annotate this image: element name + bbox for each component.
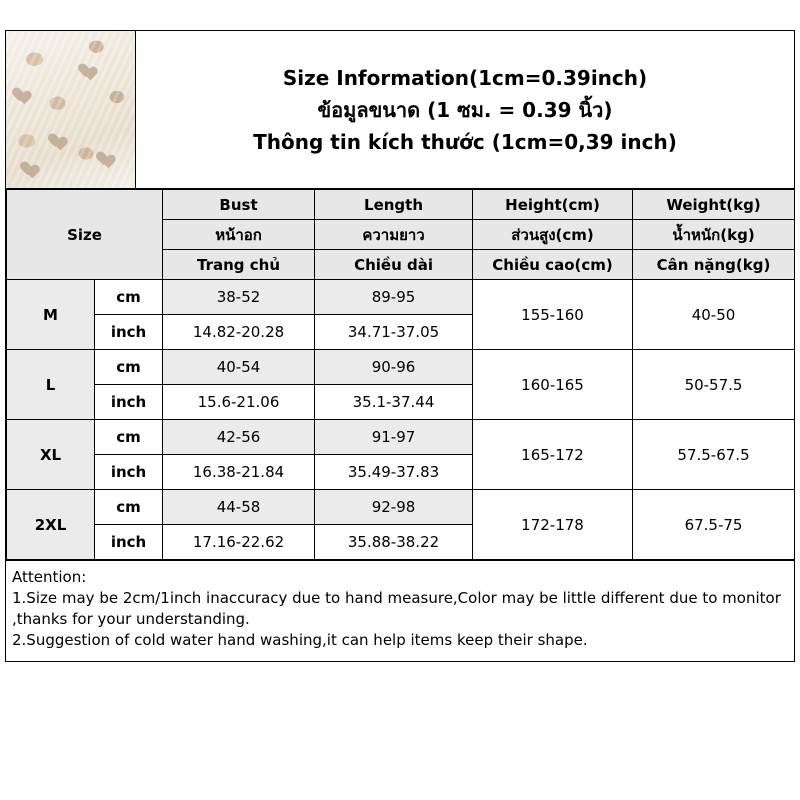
chart-title-block [136, 31, 794, 188]
xxl-height: 172-178 [473, 490, 633, 560]
table-row [7, 350, 795, 385]
xl-bust-cm: 42-56 [163, 420, 315, 455]
attention-block [6, 560, 794, 661]
table-header-row-en [7, 190, 795, 220]
xxl-length-cm: 92-98 [315, 490, 473, 525]
heart-icon [54, 131, 70, 145]
row-unit-inch: inch [95, 455, 163, 490]
row-size-l: L [7, 350, 95, 420]
xxl-weight: 67.5-75 [633, 490, 795, 560]
l-height: 160-165 [473, 350, 633, 420]
row-unit-inch: inch [95, 385, 163, 420]
header-weight-th: น้ำหนัก(kg) [633, 220, 795, 250]
header-bust-th: หน้าอก [163, 220, 315, 250]
l-length-cm: 90-96 [315, 350, 473, 385]
size-table [6, 189, 795, 560]
l-length-inch: 35.1-37.44 [315, 385, 473, 420]
header-length-th: ความยาว [315, 220, 473, 250]
row-unit-cm: cm [95, 280, 163, 315]
xl-weight: 57.5-67.5 [633, 420, 795, 490]
l-weight: 50-57.5 [633, 350, 795, 420]
title-line-vi: Thông tin kích thước (1cm=0,39 inch) [253, 129, 677, 154]
l-bust-cm: 40-54 [163, 350, 315, 385]
header-weight-en: Weight(kg) [633, 190, 795, 220]
header-weight-vi: Cân nặng(kg) [633, 250, 795, 280]
header-height-th: ส่วนสูง(cm) [473, 220, 633, 250]
attention-line-1: 1.Size may be 2cm/1inch inaccuracy due to hand measure,Color may be little different due to monitor ,thanks for your understanding. [12, 589, 781, 628]
m-height: 155-160 [473, 280, 633, 350]
xxl-bust-cm: 44-58 [163, 490, 315, 525]
heart-icon [26, 159, 42, 173]
header-length-en: Length [315, 190, 473, 220]
row-unit-inch: inch [95, 315, 163, 350]
m-weight: 40-50 [633, 280, 795, 350]
table-row [7, 420, 795, 455]
m-bust-cm: 38-52 [163, 280, 315, 315]
row-unit-cm: cm [95, 350, 163, 385]
row-unit-cm: cm [95, 420, 163, 455]
header-bust-vi: Trang chủ [163, 250, 315, 280]
table-row [7, 280, 795, 315]
header-height-vi: Chiều cao(cm) [473, 250, 633, 280]
xxl-length-inch: 35.88-38.22 [315, 525, 473, 560]
m-bust-inch: 14.82-20.28 [163, 315, 315, 350]
xxl-bust-inch: 17.16-22.62 [163, 525, 315, 560]
header-size: Size [7, 190, 163, 280]
row-size-2xl: 2XL [7, 490, 95, 560]
xl-height: 165-172 [473, 420, 633, 490]
xl-bust-inch: 16.38-21.84 [163, 455, 315, 490]
title-line-en: Size Information(1cm=0.39inch) [282, 65, 648, 90]
row-size-xl: XL [7, 420, 95, 490]
size-chart-card [5, 30, 795, 662]
m-length-cm: 89-95 [315, 280, 473, 315]
title-line-th: ข้อมูลขนาด (1 ซม. = 0.39 นิ้ว) [317, 97, 613, 122]
xl-length-cm: 91-97 [315, 420, 473, 455]
row-unit-cm: cm [95, 490, 163, 525]
attention-line-2: 2.Suggestion of cold water hand washing,it can help items keep their shape. [12, 631, 588, 649]
header-length-vi: Chiều dài [315, 250, 473, 280]
attention-heading: Attention: [12, 568, 87, 586]
heart-icon [84, 61, 100, 75]
chart-header [6, 31, 794, 189]
row-size-m: M [7, 280, 95, 350]
product-fabric-image [6, 31, 136, 188]
l-bust-inch: 15.6-21.06 [163, 385, 315, 420]
xl-length-inch: 35.49-37.83 [315, 455, 473, 490]
table-row [7, 490, 795, 525]
header-bust-en: Bust [163, 190, 315, 220]
row-unit-inch: inch [95, 525, 163, 560]
m-length-inch: 34.71-37.05 [315, 315, 473, 350]
heart-icon [102, 149, 118, 163]
header-height-en: Height(cm) [473, 190, 633, 220]
heart-icon [18, 85, 34, 99]
